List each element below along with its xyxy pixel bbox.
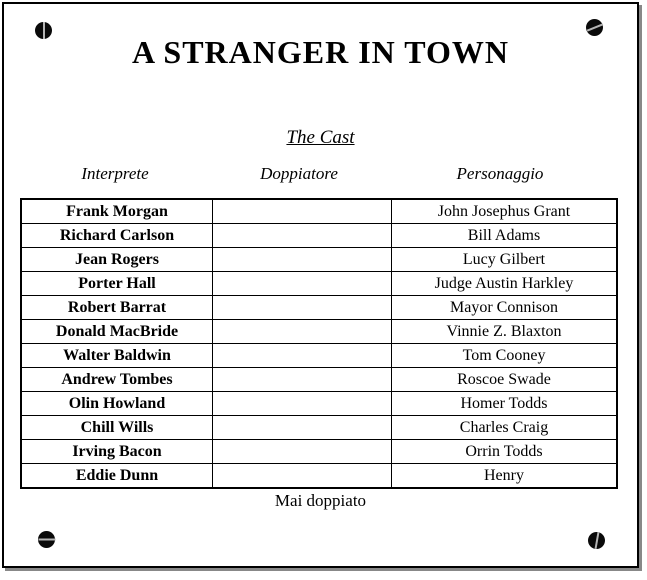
cast-section-heading: The Cast [286,127,355,148]
personaggio-cell: Mayor Connison [392,296,618,320]
screw-slot [594,532,599,549]
doppiatore-cell [213,272,392,296]
doppiatore-cell [213,296,392,320]
doppiatore-cell [213,199,392,224]
interprete-cell: Frank Morgan [21,199,213,224]
table-row [21,440,617,464]
column-header-interprete: Interprete [81,164,149,183]
personaggio-cell: Homer Todds [392,392,618,416]
doppiatore-cell [213,440,392,464]
screw-icon-bottom-left [38,531,55,548]
interprete-cell: Olin Howland [21,392,213,416]
interprete-cell: Irving Bacon [21,440,213,464]
table-row [21,464,617,489]
personaggio-cell: Tom Cooney [392,344,618,368]
table-row [21,344,617,368]
table-row [21,416,617,440]
personaggio-cell: Roscoe Swade [392,368,618,392]
table-row [21,368,617,392]
personaggio-cell: John Josephus Grant [392,199,618,224]
interprete-cell: Porter Hall [21,272,213,296]
dubbing-note: Mai doppiato [274,491,367,510]
cast-table [20,198,618,489]
interprete-cell: Donald MacBride [21,320,213,344]
screw-icon-bottom-right [588,532,605,549]
table-row [21,320,617,344]
interprete-cell: Chill Wills [21,416,213,440]
doppiatore-cell [213,224,392,248]
cast-plaque-panel [2,2,639,568]
table-row [21,224,617,248]
personaggio-cell: Orrin Todds [392,440,618,464]
interprete-cell: Robert Barrat [21,296,213,320]
table-row [21,296,617,320]
doppiatore-cell [213,320,392,344]
doppiatore-cell [213,464,392,489]
interprete-cell: Eddie Dunn [21,464,213,489]
personaggio-cell: Henry [392,464,618,489]
screw-slot [38,539,55,541]
cast-table-column-headers [20,164,612,184]
doppiatore-cell [213,416,392,440]
doppiatore-cell [213,248,392,272]
doppiatore-cell [213,392,392,416]
cast-table-body [21,199,617,488]
interprete-cell: Andrew Tombes [21,368,213,392]
column-header-personaggio: Personaggio [456,164,544,183]
personaggio-cell: Lucy Gilbert [392,248,618,272]
interprete-cell: Jean Rogers [21,248,213,272]
table-row [21,272,617,296]
personaggio-cell: Charles Craig [392,416,618,440]
page-title: A STRANGER IN TOWN [132,34,509,70]
personaggio-cell: Bill Adams [392,224,618,248]
doppiatore-cell [213,368,392,392]
interprete-cell: Richard Carlson [21,224,213,248]
personaggio-cell: Judge Austin Harkley [392,272,618,296]
table-row [21,392,617,416]
doppiatore-cell [213,344,392,368]
screw-slot [586,23,603,31]
personaggio-cell: Vinnie Z. Blaxton [392,320,618,344]
column-header-doppiatore: Doppiatore [260,164,338,183]
interprete-cell: Walter Baldwin [21,344,213,368]
table-row [21,248,617,272]
table-row [21,199,617,224]
